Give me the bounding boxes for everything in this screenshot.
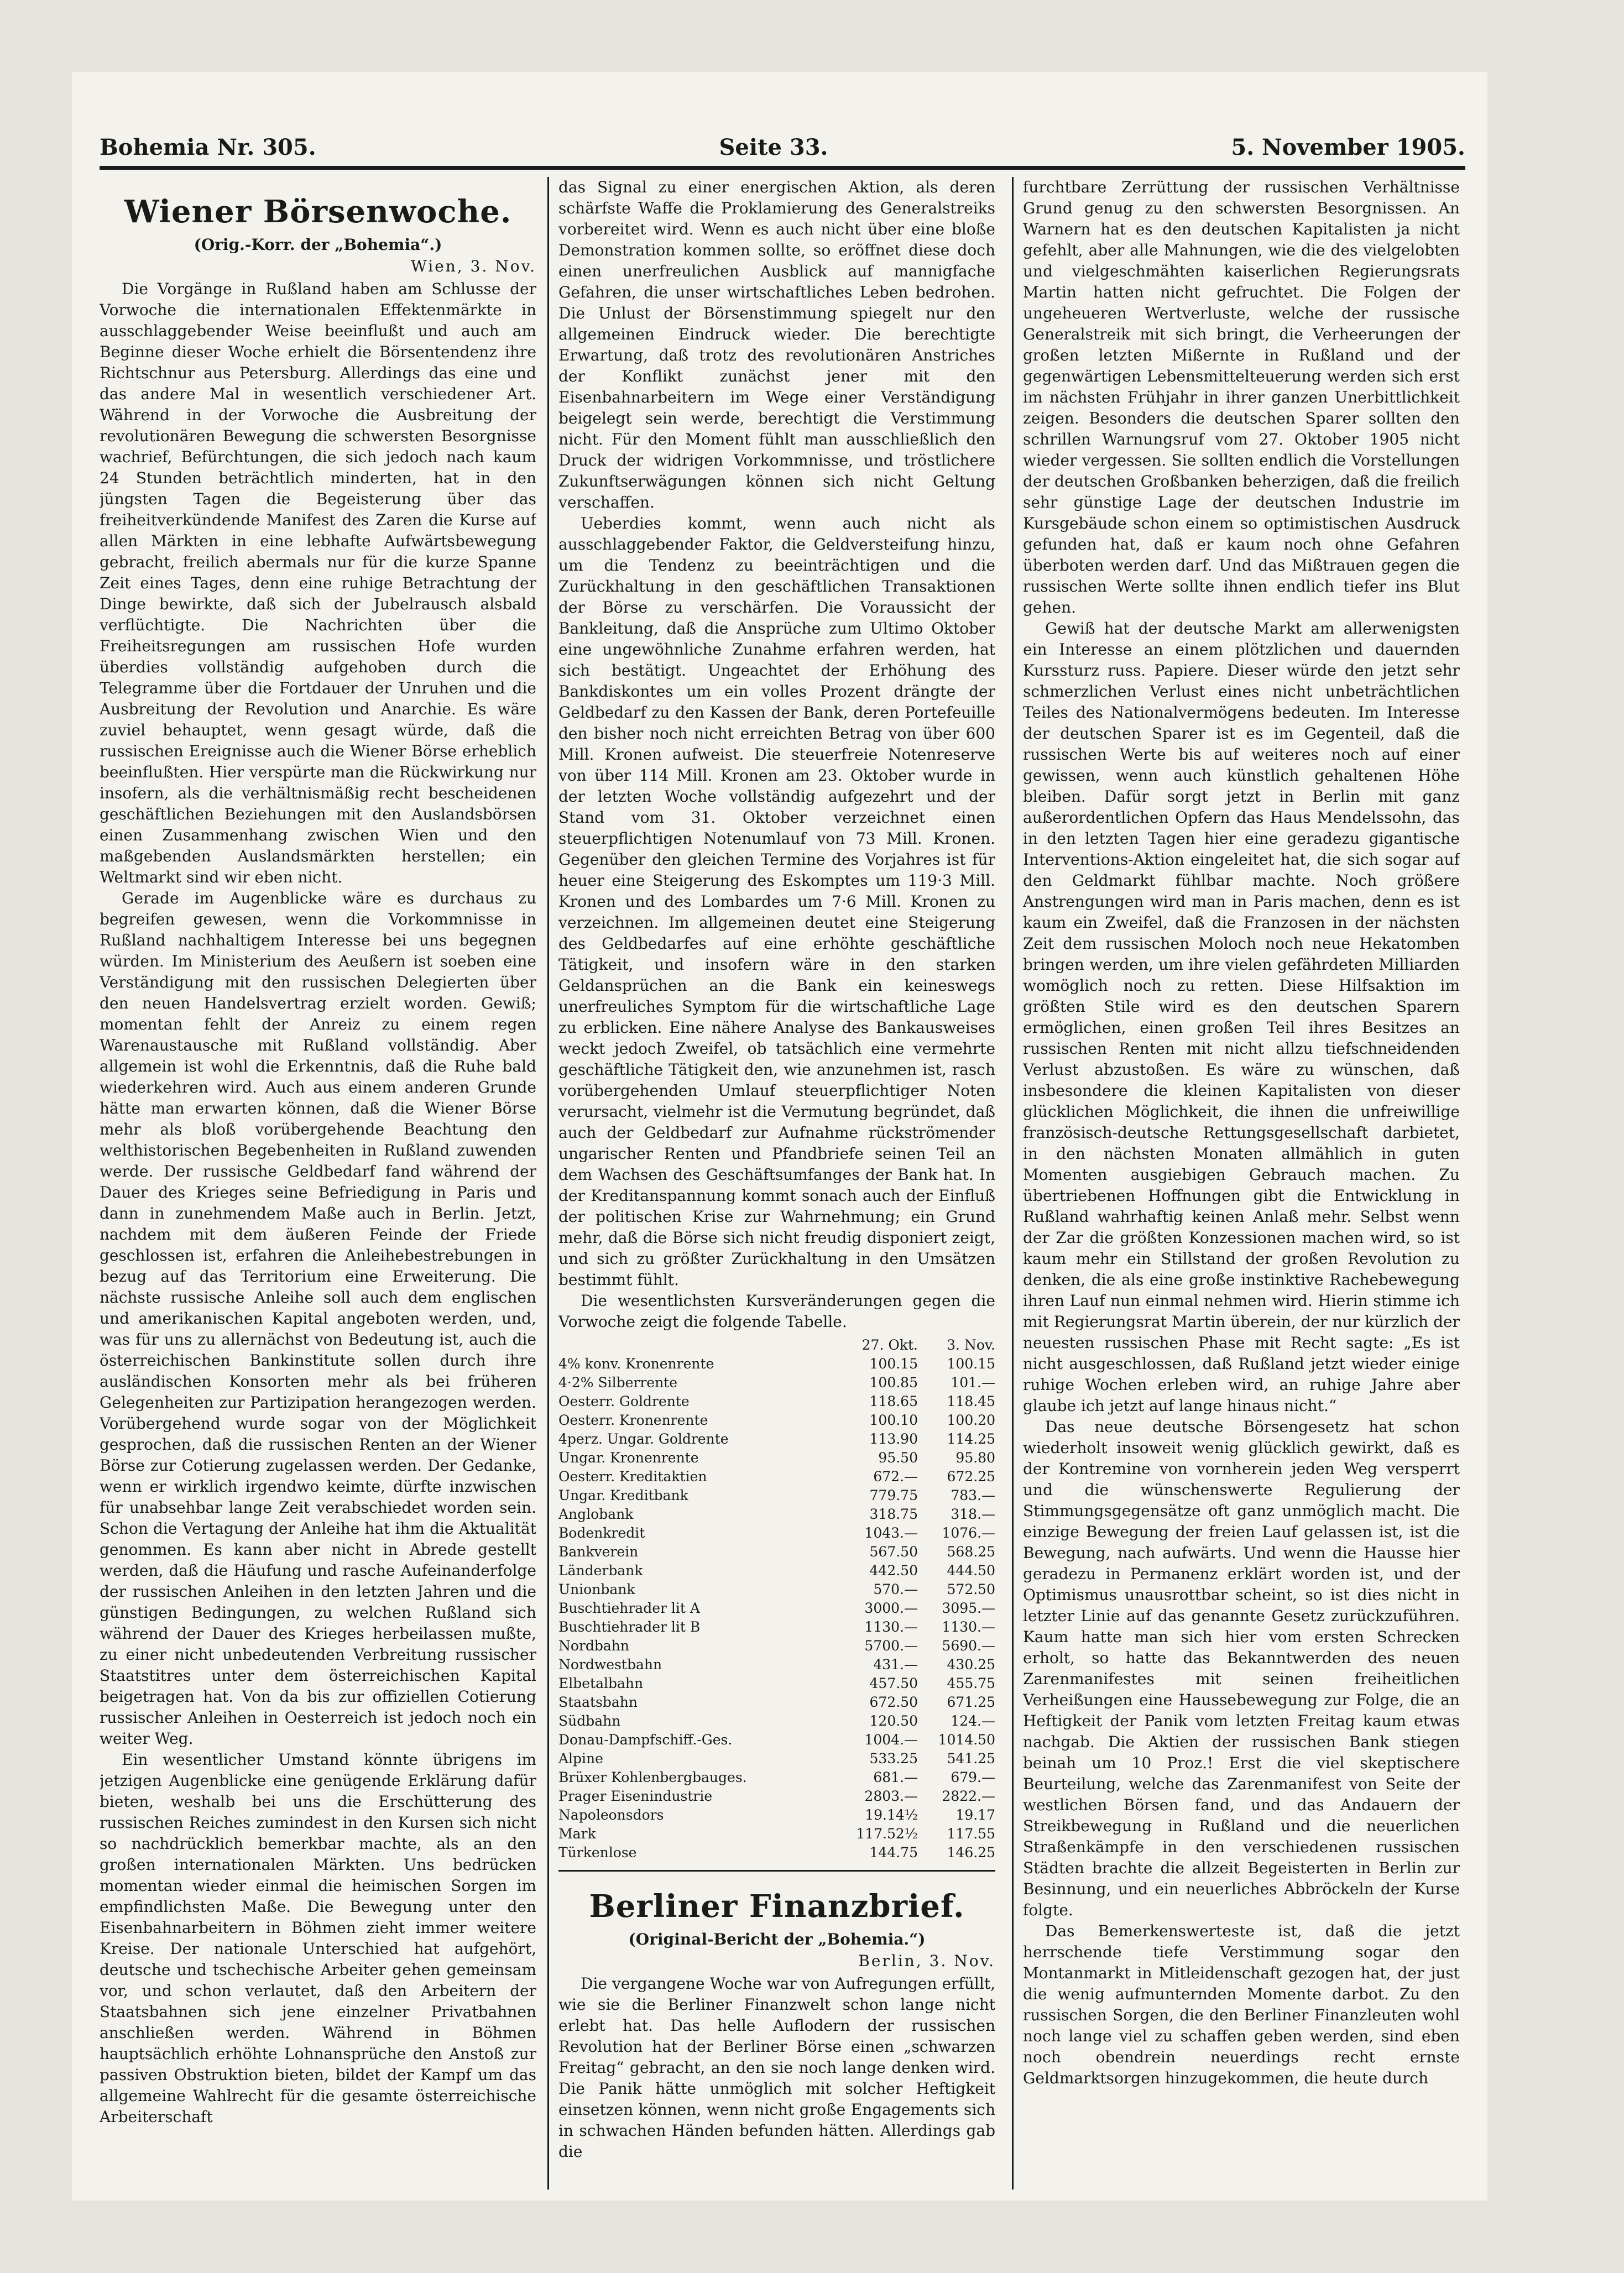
table-cell-col-a: 533.25 <box>869 1751 918 1767</box>
table-cell-col-b: 19.17 <box>955 1807 995 1823</box>
table-row <box>558 1655 995 1674</box>
table-cell-col-a: 100.15 <box>869 1356 918 1372</box>
table-cell-col-a: 113.90 <box>869 1431 918 1447</box>
masthead-page-number: Seite 33. <box>719 134 828 160</box>
table-row <box>558 1580 995 1599</box>
table-row <box>558 1637 995 1655</box>
table-row <box>558 1618 995 1637</box>
section-divider <box>558 1870 995 1872</box>
table-cell-col-b: 117.55 <box>947 1826 995 1842</box>
table-header-row <box>558 1336 995 1355</box>
masthead-date: 5. November 1905. <box>1231 134 1465 160</box>
table-row <box>558 1505 995 1524</box>
table-cell-col-a: 5700.— <box>864 1638 918 1654</box>
table-cell-col-a: 144.75 <box>869 1844 918 1861</box>
table-cell-name: Anglobank <box>558 1506 634 1522</box>
table-cell-col-a: 567.50 <box>869 1544 918 1560</box>
table-cell-col-a: 779.75 <box>869 1487 918 1503</box>
table-cell-name: Südbahn <box>558 1713 621 1729</box>
article-paragraph: Das Bemerkenswerteste ist, daß die jetzt herrschende tiefe Verstimmung sogar den Montanmarkt in Mitleidenschaft gezogen hat, der just die wenig aufmunternden Momente darbot. Zu den russischen Sorgen, die den Berliner Finanzleuten wohl noch lange viel zu schaffen geben werden, sind eben noch obendrein neuerdings recht ernste Geldmarktsorgen hinzugekommen, die heute durch <box>1023 1922 1460 2087</box>
table-cell-col-a: 672.50 <box>869 1694 918 1710</box>
table-cell-col-b: 672.25 <box>947 1469 995 1485</box>
table-row <box>558 1411 995 1430</box>
table-cell-name: Mark <box>558 1826 596 1842</box>
table-cell-name: Ungar. Kronenrente <box>558 1450 699 1466</box>
table-cell-col-b: 118.45 <box>947 1393 995 1409</box>
table-cell-col-b: 568.25 <box>947 1544 995 1560</box>
table-cell-col-b: 318.— <box>951 1506 995 1522</box>
table-cell-col-b: 101.— <box>951 1375 995 1391</box>
article-paragraph: das Signal zu einer energischen Aktion, als deren schärfste Waffe die Proklamierung des Generalstreiks vorbereitet wird. Wenn es auch nicht über eine bloße Demonstration kommen sollte, so eröffnet diese doch einen unerfreulichen Ausblick auf mannigfache Gefahren, die unser wirtschaftliches Leben bedrohen. Die Unlust der Börsenstimmung spiegelt nur den allgemeinen Eindruck wieder. Die berechtigte Erwartung, daß trotz des revolutionären Anstriches der Konflikt zunächst jener mit den Eisenbahnarbeitern im Wege einer Verständigung beigelegt sein werde, berechtigt die Verstimmung nicht. Für den Moment fühlt man ausschließlich den Druck der widrigen Vorkommnisse, und tröstlichere Zukunftserwägungen können sich nicht Geltung verschaffen. <box>558 178 995 511</box>
table-row <box>558 1749 995 1768</box>
table-cell-col-b: 455.75 <box>947 1675 995 1691</box>
table-cell-col-b: 541.25 <box>947 1751 995 1767</box>
masthead-issue: Bohemia Nr. 305. <box>100 134 316 160</box>
table-cell-name: Napoleonsdors <box>558 1807 664 1823</box>
table-cell-name: Alpine <box>558 1751 603 1767</box>
article-byline: (Orig.-Korr. der „Bohemia“.) <box>194 236 442 254</box>
table-cell-col-b: 2822.— <box>942 1788 995 1804</box>
article-dateline: Wien, 3. Nov. <box>410 257 536 275</box>
table-cell-col-a: 672.— <box>873 1469 918 1485</box>
table-cell-name: 4perz. Ungar. Goldrente <box>558 1431 729 1447</box>
table-cell-col-a: 95.50 <box>878 1450 918 1466</box>
table-cell-col-a: 120.50 <box>869 1713 918 1729</box>
table-cell-name: Donau-Dampfschiff.-Ges. <box>558 1732 733 1748</box>
table-cell-col-b: 1130.— <box>942 1619 995 1635</box>
table-row <box>558 1373 995 1392</box>
table-cell-col-b: 679.— <box>951 1769 995 1785</box>
table-cell-name: Oesterr. Kronenrente <box>558 1412 708 1428</box>
price-table <box>558 1336 995 1862</box>
table-cell-col-a: 118.65 <box>869 1393 918 1409</box>
table-row <box>558 1449 995 1467</box>
table-row <box>558 1825 995 1843</box>
column-3 <box>1023 177 1460 2190</box>
table-cell-col-b: 572.50 <box>947 1581 995 1597</box>
article-paragraph: Gerade im Augenblicke wäre es durchaus zu begreifen gewesen, wenn die Vorkommnisse in Rußland nachhaltigem Interesse bei uns begegnen würden. Im Ministerium des Aeußern ist soeben eine Verständigung mit den russischen Delegierten über den neuen Handelsvertrag erzielt worden. Gewiß; momentan fehlt der Anreiz zu einem regen Warenaustausche mit Rußland vollständig. Aber allgemein ist wohl die Erkenntnis, daß die Ruhe bald wiederkehren wird. Auch aus einem anderen Grunde hätte man erwarten können, daß die Wiener Börse mehr als bloß vorübergehende Beachtung den welthistorischen Begebenheiten in Rußland zuwenden werde. Der russische Geldbedarf fand während der Dauer des Krieges seine Befriedigung in Paris und dann in zunehmendem Maße auch in Berlin. Jetzt, nachdem mit dem äußeren Feinde der Friede geschlossen ist, erfahren die Anleihebestrebungen in bezug auf das Territorium eine Erweiterung. Die nächste russische Anleihe soll auch dem englischen und amerikanischen Kapital angeboten werden, und, was für uns zu allernächst von Bedeutung ist, auch die österreichischen Bankinstitute sollen durch ihre ausländischen Konsorten mehr als bei früheren Gelegenheiten zur Partizipation herangezogen werden. Vorübergehend wurde sogar von der Möglichkeit gesprochen, daß die russischen Renten an der Wiener Börse zur Cotierung zugelassen werden. Der Gedanke, wenn er wirklich irgendwo keimte, dürfte inzwischen für unabsehbar lange Zeit verabschiedet worden sein. Schon die Vertagung der Anleihe hat ihm die Aktualität genommen. Es kann aber nicht in Abrede gestellt werden, daß die Häufung und rasche Aufeinanderfolge der russischen Anleihen in den letzten Jahren und die günstigen Bedingungen, zu welchen Rußland sich während der Dauer des Krieges herbeilassen mußte, zu einer nicht unbedeutenden Verbreitung russischer Staatstitres unter dem österreichischen Kapital beigetragen hat. Von da bis zur offiziellen Cotierung russischer Anleihen in Oesterreich ist jedoch noch ein weiter Weg. <box>100 889 536 1748</box>
table-cell-name: Türkenlose <box>558 1844 637 1861</box>
article-paragraph: Die Vorgänge in Rußland haben am Schlusse der Vorwoche die internationalen Effektenmärkte in ausschlaggebender Weise beeinflußt und auch am Beginne dieser Woche erhielt die Börsentendenz ihre Richtschnur aus Petersburg. Allerdings das eine und das andere Mal in wesentlich verschiedener Art. Während in der Vorwoche die Ausbreitung der revolutionären Bewegung die schwersten Besorgnisse wachrief, Befürchtungen, die sich jedoch nach kaum 24 Stunden beträchtlich minderten, hat in den jüngsten Tagen die Begeisterung über das freiheitverkündende Manifest des Zaren die Kurse auf allen Märkten in eine lebhafte Aufwärtsbewegung gebracht, freilich abermals nur für die kurze Spanne Zeit eines Tages, denn eine ruhige Betrachtung der Dinge bewirkte, daß sich der Jubelrausch alsbald verflüchtigte. Die Nachrichten über die Freiheitsregungen am russischen Hofe wurden überdies vollständig aufgehoben durch die Telegramme über die Fortdauer der Unruhen und die Ausbreitung der Revolution und Anarchie. Es wäre zuviel behauptet, wenn gesagt würde, daß die russischen Ereignisse auch die Wiener Börse erheblich beeinflußten. Hier verspürte man die Rückwirkung nur insofern, als die verhältnismäßig recht bescheidenen geschäftlichen Beziehungen mit den Auslandsbörsen einen Zusammenhang zwischen Wien und den maßgebenden Auslandsmärkten herstellen; ein Weltmarkt sind wir eben nicht. <box>100 280 536 886</box>
table-cell-name: Nordbahn <box>558 1638 629 1654</box>
table-cell-name: Länderbank <box>558 1563 643 1579</box>
table-header-col-a: 27. Okt. <box>861 1337 918 1353</box>
column-divider <box>547 177 549 2190</box>
table-row <box>558 1392 995 1411</box>
article-paragraph: Gewiß hat der deutsche Markt am allerwenigsten ein Interesse an einem plötzlichen und dauernden Kurssturz russ. Papiere. Dieser würde den jetzt sehr schmerzlichen Verlust eines nicht unbeträchtlichen Teiles des Nationalvermögens bedeuten. Im Interesse der deutschen Sparer ist es im Gegenteil, daß die russischen Werte bis auf weiteres noch auf einer gewissen, wenn auch künstlich gehaltenen Höhe bleiben. Dafür sorgt jetzt in Berlin mit ganz außerordentlichen Opfern das Haus Mendelssohn, das in den letzten Tagen hier eine geradezu gigantische Interventions-Aktion eingeleitet hat, die sich sogar auf den Geldmarkt fühlbar machte. Noch größere Anstrengungen wird man in Paris machen, denn es ist kaum ein Zweifel, daß die Franzosen in der nächsten Zeit dem russischen Moloch noch neue Hekatomben bringen werden, um ihre vielen gefährdeten Milliarden womöglich noch zu retten. Diese Hilfsaktion im größten Stile wird es den deutschen Sparern ermöglichen, einen großen Teil ihres Besitzes an russischen Renten mit nicht allzu tiefschneidenden Verlust abzustoßen. Es wäre zu wünschen, daß insbesondere die kleinen Kapitalisten von dieser glücklichen Möglichkeit, die ihnen die unfreiwillige französisch-deutsche Rettungsgesellschaft darbietet, in den nächsten Monaten allmählich in guten Momenten ausgiebigen Gebrauch machen. Zu übertriebenen Hoffnungen gibt die Entwicklung in Rußland wahrhaftig keinen Anlaß mehr. Selbst wenn der Zar die größten Konzessionen machen wird, so ist kaum mehr ein Stillstand der großen Revolution zu denken, die als eine große instinktive Rachebewegung ihren Lauf nun einmal nehmen wird. Hierin stimme ich mit Regierungsrat Martin überein, der nur kürzlich der neuesten russischen Phase mit Recht sagte: „Es ist nicht ausgeschlossen, daß Rußland jetzt wieder einige ruhige Wochen erleben wird, an ruhige Jahre aber glaube ich jetzt auf lange hinaus nicht.“ <box>1023 619 1460 1415</box>
table-cell-col-a: 100.85 <box>869 1375 918 1391</box>
table-cell-name: Bodenkredit <box>558 1525 645 1541</box>
article-paragraph: Ein wesentlicher Umstand könnte übrigens im jetzigen Augenblicke eine genügende Erklärung dafür bieten, weshalb bei uns die Erschütterung des russischen Reiches zumindest in den Kursen sich nicht so nachdrücklich bemerkbar machte, als an den großen internationalen Märkten. Uns bedrücken momentan wieder einmal die heimischen Sorgen im empfindlichsten Maße. Die Bewegung unter den Eisenbahnarbeitern in Böhmen zieht immer weitere Kreise. Der nationale Unterschied hat aufgehört, deutsche und tschechische Arbeiter gehen gemeinsam vor, und schon verlautet, daß den Arbeitern der Staatsbahnen sich jene einzelner Privatbahnen anschließen werden. Während in Böhmen hauptsächlich erhöhte Lohnansprüche den Anstoß zur passiven Obstruktion bieten, bildet der Kampf um das allgemeine Wahlrecht für die gesamte österreichische Arbeiterschaft <box>100 1751 536 2126</box>
table-cell-name: Buschtiehrader lit A <box>558 1600 700 1616</box>
table-row <box>558 1467 995 1486</box>
table-row <box>558 1787 995 1806</box>
table-cell-col-a: 3000.— <box>864 1600 918 1616</box>
table-cell-col-b: 146.25 <box>947 1844 995 1861</box>
table-cell-col-b: 100.20 <box>947 1412 995 1428</box>
table-cell-name: Brüxer Kohlenbergbauges. <box>558 1769 747 1785</box>
table-row <box>558 1806 995 1825</box>
column-divider <box>1012 177 1014 2190</box>
table-row <box>558 1543 995 1561</box>
table-row <box>558 1561 995 1580</box>
table-cell-name: Prager Eisenindustrie <box>558 1788 713 1804</box>
columns <box>100 177 1465 2190</box>
article-headline: Berliner Finanzbrief. <box>589 1888 965 1925</box>
table-cell-col-a: 2803.— <box>864 1788 918 1804</box>
table-cell-name: Ungar. Kreditbank <box>558 1487 688 1503</box>
table-cell-name: Oesterr. Goldrente <box>558 1393 690 1409</box>
table-row <box>558 1355 995 1373</box>
table-cell-col-a: 570.— <box>873 1581 918 1597</box>
article-paragraph: Die wesentlichsten Kursveränderungen gegen die Vorwoche zeigt die folgende Tabelle. <box>558 1292 995 1331</box>
article-paragraph: Die vergangene Woche war von Aufregungen erfüllt, wie sie die Berliner Finanzwelt schon lange nicht erlebt hat. Das helle Auflodern der russischen Revolution hat der Berliner Börse einen „schwarzen Freitag“ gebracht, an den sie noch lange denken wird. Die Panik hätte unmöglich mit solcher Heftigkeit einsetzen können, wenn nicht große Engagements sich in schwachen Händen befunden hätten. Allerdings gab die <box>558 1974 995 2161</box>
table-header-name <box>558 1336 840 1355</box>
table-cell-col-b: 124.— <box>951 1713 995 1729</box>
table-cell-col-b: 114.25 <box>947 1431 995 1447</box>
table-cell-col-b: 1076.— <box>942 1525 995 1541</box>
table-row <box>558 1731 995 1749</box>
newspaper-page <box>72 72 1487 2201</box>
masthead-rule <box>100 166 1465 170</box>
table-row <box>558 1712 995 1731</box>
table-row <box>558 1430 995 1449</box>
table-cell-col-a: 1043.— <box>864 1525 918 1541</box>
table-cell-col-a: 442.50 <box>869 1563 918 1579</box>
masthead <box>100 122 1465 160</box>
article-paragraph: furchtbare Zerrüttung der russischen Verhältnisse Grund genug zu den schwersten Besorgnissen. An Warnern hat es den deutschen Kapitalisten ja nicht gefehlt, aber alle Mahnungen, wie die des vielgelobten und vielgeschmähten kaiserlichen Regierungsrats Martin hatten nicht gefruchtet. Die Folgen der ungeheueren Wertverluste, welche der russische Generalstreik mit sich bringt, die Verheerungen der großen letzten Mißernte in Rußland und der gegenwärtigen Lebensmittelteuerung werden sich erst im nächsten Frühjahr in ihrer ganzen Unerbittlichkeit zeigen. Besonders die deutschen Sparer sollten den schrillen Warnungsruf vom 27. Oktober 1905 nicht wieder vergessen. Sie sollten endlich die Vorstellungen der deutschen Großbanken beherzigen, daß die freilich sehr günstige Lage der deutschen Industrie im Kursgebäude schon einem so optimistischen Ausdruck gefunden hat, daß er kaum noch ohne Gefahren überboten werden darf. Und das Mißtrauen gegen die russischen Werte sollte ihnen endlich tiefer ins Blut gehen. <box>1023 178 1460 616</box>
article-paragraph: Ueberdies kommt, wenn auch nicht als ausschlaggebender Faktor, die Geldversteifung hinzu, um die Tendenz zu beeinträchtigen und die Zurückhaltung in den geschäftlichen Transaktionen der Börse zu verschärfen. Die Voraussicht der Bankleitung, daß die Ansprüche zum Ultimo Oktober eine ungewöhnliche Zunahme erfahren werden, hat sich bestätigt. Ungeachtet der Erhöhung des Bankdiskontes um ein volles Prozent drängte der Geldbedarf zu den Kassen der Bank, deren Portefeuille den bisher noch nicht erreichten Betrag von über 600 Mill. Kronen aufweist. Die steuerfreie Notenreserve von über 114 Mill. Kronen am 23. Oktober wurde in der letzten Woche vollständig aufgezehrt und der Stand vom 31. Oktober verzeichnet einen steuerpflichtigen Notenumlauf von 73 Mill. Kronen. Gegenüber den gleichen Termine des Vorjahres ist für heuer eine Steigerung des Eskomptes um 119·3 Mill. Kronen und des Lombardes um 7·6 Mill. Kronen zu verzeichnen. Im allgemeinen deutet eine Steigerung des Geldbedarfes auf eine erhöhte geschäftliche Tätigkeit, und insofern wäre in den starken Geldansprüchen an die Bank ein keineswegs unerfreuliches Symptom für die wirtschaftliche Lage zu erblicken. Eine nähere Analyse des Bankausweises weckt jedoch Zweifel, ob tatsächlich eine vermehrte geschäftliche Tätigkeit den, wie anzunehmen ist, rasch vorübergehenden Umlauf steuerpflichtiger Noten verursacht, vielmehr ist die Vermutung begründet, daß auch der Geldbedarf zur Aufnahme rückströmender ungarischer Renten und Pfandbriefe seinen Teil an dem Wachsen des Geschäftsumfanges der Bank hat. In der Kreditanspannung kommt sonach auch der Einfluß der politischen Krise zur Wahrnehmung; ein Grund mehr, daß die Börse sich nicht freudig disponiert zeigt, und sich zu größter Zurückhaltung in den Umsätzen bestimmt fühlt. <box>558 514 995 1289</box>
table-row <box>558 1693 995 1712</box>
table-cell-col-a: 318.75 <box>869 1506 918 1522</box>
article-headline: Wiener Börsenwoche. <box>124 194 512 230</box>
table-cell-col-a: 100.10 <box>869 1412 918 1428</box>
table-cell-col-a: 681.— <box>873 1769 918 1785</box>
table-cell-col-b: 1014.50 <box>938 1732 995 1748</box>
table-cell-col-a: 457.50 <box>869 1675 918 1691</box>
table-cell-col-b: 783.— <box>951 1487 995 1503</box>
table-cell-name: Staatsbahn <box>558 1694 638 1710</box>
table-cell-name: Unionbank <box>558 1581 635 1597</box>
table-cell-name: Nordwestbahn <box>558 1657 662 1673</box>
table-cell-col-b: 100.15 <box>947 1356 995 1372</box>
table-row <box>558 1486 995 1505</box>
table-header-col-b: 3. Nov. <box>947 1337 995 1353</box>
table-cell-col-a: 117.52½ <box>856 1826 918 1842</box>
table-cell-name: Oesterr. Kreditaktien <box>558 1469 707 1485</box>
table-row <box>558 1524 995 1543</box>
table-cell-col-a: 431.— <box>873 1657 918 1673</box>
table-cell-col-b: 430.25 <box>947 1657 995 1673</box>
table-row <box>558 1843 995 1862</box>
table-cell-name: Buschtiehrader lit B <box>558 1619 701 1635</box>
table-cell-col-a: 1130.— <box>864 1619 918 1635</box>
table-cell-col-a: 19.14½ <box>865 1807 918 1823</box>
table-cell-name: Bankverein <box>558 1544 639 1560</box>
table-cell-name: Elbetalbahn <box>558 1675 644 1691</box>
table-cell-col-b: 671.25 <box>947 1694 995 1710</box>
table-row <box>558 1768 995 1787</box>
table-row <box>558 1599 995 1618</box>
table-cell-name: 4·2% Silberrente <box>558 1375 678 1391</box>
article-dateline: Berlin, 3. Nov. <box>858 1952 995 1970</box>
table-cell-col-b: 5690.— <box>942 1638 995 1654</box>
table-cell-name: 4% konv. Kronenrente <box>558 1356 714 1372</box>
table-cell-col-b: 95.80 <box>955 1450 995 1466</box>
table-cell-col-a: 1004.— <box>864 1732 918 1748</box>
column-1 <box>100 177 536 2190</box>
table-cell-col-b: 444.50 <box>947 1563 995 1579</box>
column-2 <box>558 177 995 2190</box>
table-row <box>558 1674 995 1693</box>
table-cell-col-b: 3095.— <box>942 1600 995 1616</box>
article-byline: (Original-Bericht der „Bohemia.“) <box>628 1930 926 1948</box>
article-paragraph: Das neue deutsche Börsengesetz hat schon wiederholt insoweit wenig glücklich gewirkt, daß es der Kontremine von vornherein jeden Weg versperrt und die wünschenswerte Regulierung der Stimmungsgegensätze oft ganz unmöglich macht. Die einzige Bewegung der freien Lauf gelassen ist, ist die Bewegung, nach aufwärts. Und wenn die Hausse hier geradezu in Permanenz erklärt worden ist, und der Optimismus unausrottbar scheint, so ist dies nicht in letzter Linie auf das genannte Gesetz zurückzuführen. Kaum hatte man sich hier vom ersten Schrecken erholt, so hatte das Bekanntwerden des neuen Zarenmanifestes mit seinen freiheitlichen Verheißungen eine Haussebewegung zur Folge, die an Heftigkeit der Panik vom letzten Freitag kaum etwas nachgab. Die Aktien der russischen Bank stiegen beinah um 10 Proz.! Erst die viel skeptischere Beurteilung, welche das Zarenmanifest von Seite der westlichen Börsen fand, und das Andauern der Streikbewegung in Rußland und die neuerlichen Straßenkämpfe in den verschiedenen russischen Städten brachte die allzeit Begeisterten in Berlin zur Besinnung, und ein neuerliches Abbröckeln der Kurse folgte. <box>1023 1418 1460 1919</box>
